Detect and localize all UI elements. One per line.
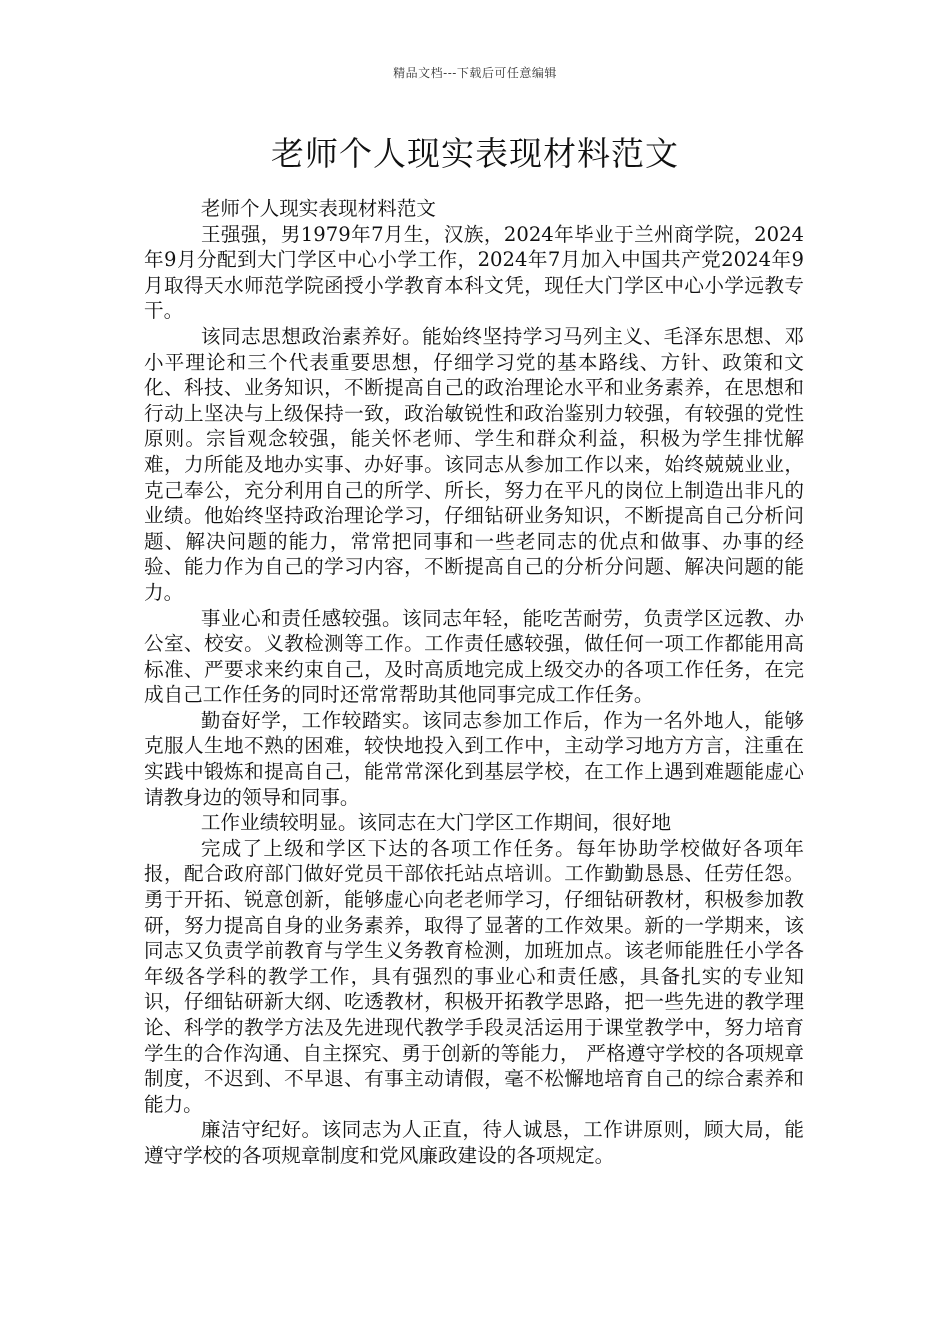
paragraph-political: 该同志思想政治素养好。能始终坚持学习马列主义、毛泽东思想、邓小平理论和三个代表重要思想，仔细学习党的基本路线、方针、政策和文化、科技、业务知识，不断提高自己的政治理论水平和业务素养，在思想和行动上坚决与上级保持一致，政治敏锐性和政治鉴别力较强，有较强的党性原则。宗旨观念较强，能关怀老师、学生和群众利益，积极为学生排忧解难，力所能及地办实事、办好事。该同志从参加工作以来，始终兢兢业业，克己奉公，充分利用自己的所学、所长，努力在平凡的岗位上制造出非凡的业绩。他始终坚持政治理论学习，仔细钻研业务知识，不断提高自己分析问题、解决问题的能力，常常把同事和一些老同志的优点和做事、办事的经验、能力作为自己的学习内容，不断提高自己的分析分问题、解决问题的能力。 — [144, 324, 804, 604]
header-note: 精品文档---下载后可任意编辑 — [393, 66, 557, 80]
paragraph-responsibility: 事业心和责任感较强。该同志年轻，能吃苦耐劳，负责学区远教、办公室、校安。义教检测等工作。工作责任感较强，做任何一项工作都能用高标准、严要求来约束自己，及时高质地完成上级交办的各项工作任务，在完成自己工作任务的同时还常常帮助其他同事完成工作任务。 — [144, 606, 804, 707]
paragraph-intro: 王强强，男1979年7月生，汉族，2024年毕业于兰州商学院，2024年9月分配到大门学区中心小学工作，2024年7月加入中国共产党2024年9月取得天水师范学院函授小学教育本科文凭，现任大门学区中心小学远教专干。 — [144, 222, 804, 323]
paragraph-integrity: 廉洁守纪好。该同志为人正直，待人诚恳，工作讲原则，顾大局，能遵守学校的各项规章制度和党风廉政建设的各项规定。 — [144, 1118, 804, 1167]
paragraph-achievement-lead: 工作业绩较明显。该同志在大门学区工作期间，很好地 — [200, 811, 672, 835]
paragraph-diligence: 勤奋好学，工作较踏实。该同志参加工作后，作为一名外地人，能够克服人生地不熟的困难，较快地投入到工作中，主动学习地方方言，注重在实践中锻炼和提高自己，能常常深化到基层学校，在工作上遇到难题能虚心请教身边的领导和同事。 — [144, 708, 804, 809]
document-title: 老师个人现实表现材料范文 — [271, 134, 679, 173]
document-body — [144, 196, 804, 1169]
paragraph-achievement: 完成了上级和学区下达的各项工作任务。每年协助学校做好各项年报，配合政府部门做好党员干部依托站点培训。工作勤勤恳恳、任劳任怨。勇于开拓、锐意创新，能够虚心向老老师学习，仔细钻研教材，积极参加教研，努力提高自身的业务素养，取得了显著的工作效果。新的一学期来，该同志又负责学前教育与学生义务教育检测，加班加点。该老师能胜任小学各年级各学科的教学工作，具有强烈的事业心和责任感，具备扎实的专业知识，仔细钻研新大纲、吃透教材，积极开拓教学思路，把一些先进的教学理论、科学的教学方法及先进现代教学手段灵活运用于课堂教学中，努力培育学生的合作沟通、自主探究、勇于创新的等能力， 严格遵守学校的各项规章制度，不迟到、不早退、有事主动请假，毫不松懈地培育自己的综合素养和能力。 — [144, 836, 804, 1116]
subtitle-paragraph: 老师个人现实表现材料范文 — [200, 197, 436, 220]
